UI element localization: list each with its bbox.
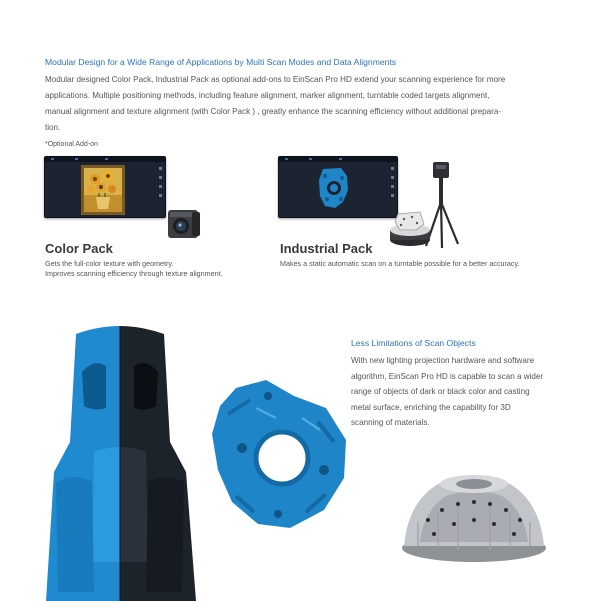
- color-pack-camera-image: [166, 206, 204, 242]
- industrial-pack-description: Makes a static automatic scan on a turntable possible for a better accuracy.: [280, 259, 520, 268]
- scanned-part-model-image: [317, 166, 351, 210]
- paragraph-line: applications. Multiple positioning methods, including feature alignment, marker alignment, turntable coded targets alignment,: [45, 91, 490, 100]
- color-pack-software-screenshot: [44, 156, 166, 218]
- color-pack-description: [45, 259, 265, 279]
- turntable-tripod-image: [386, 160, 466, 252]
- description-line: Improves scanning efficiency through texture alignment.: [45, 269, 223, 278]
- description-line: Gets the full-color texture with geometry.: [45, 259, 174, 268]
- section-title-modular-design: Modular Design for a Wide Range of Applications by Multi Scan Modes and Data Alignments: [45, 57, 397, 67]
- paragraph-line: With new lighting projection hardware and software: [351, 356, 535, 365]
- industrial-pack-software-screenshot: [278, 156, 398, 218]
- paragraph-line: algorithm, EinScan Pro HD is capable to scan a wider: [351, 371, 544, 381]
- section-title-less-limitations: Less Limitations of Scan Objects: [351, 338, 476, 348]
- industrial-pack-title: Industrial Pack: [280, 241, 373, 256]
- modular-design-paragraph: [45, 72, 570, 136]
- less-limitations-paragraph: [351, 353, 565, 431]
- blue-casting-part-scan-image: [206, 378, 356, 530]
- paragraph-line: tion.: [45, 123, 61, 132]
- color-pack-title: Color Pack: [45, 241, 113, 256]
- paragraph-line: manual alignment and texture alignment (with Color Pack ) , greatly enhance the scanning efficiency without additional prepara-: [45, 107, 502, 116]
- metal-casting-part-image: [398, 462, 550, 564]
- paragraph-line: metal surface, enriching the capability for 3D: [351, 402, 511, 412]
- paragraph-line: scanning of materials.: [351, 418, 430, 427]
- optional-addon-note: *Optional Add-on: [45, 141, 98, 148]
- paragraph-line: Modular designed Color Pack, Industrial Pack as optional add-ons to EinScan Pro HD extend your scanning experience for more: [45, 75, 506, 84]
- car-seat-scan-comparison-image: [36, 322, 206, 601]
- paragraph-line: range of objects of dark or black color and casting: [351, 387, 530, 396]
- sunflowers-painting-image: [81, 165, 125, 215]
